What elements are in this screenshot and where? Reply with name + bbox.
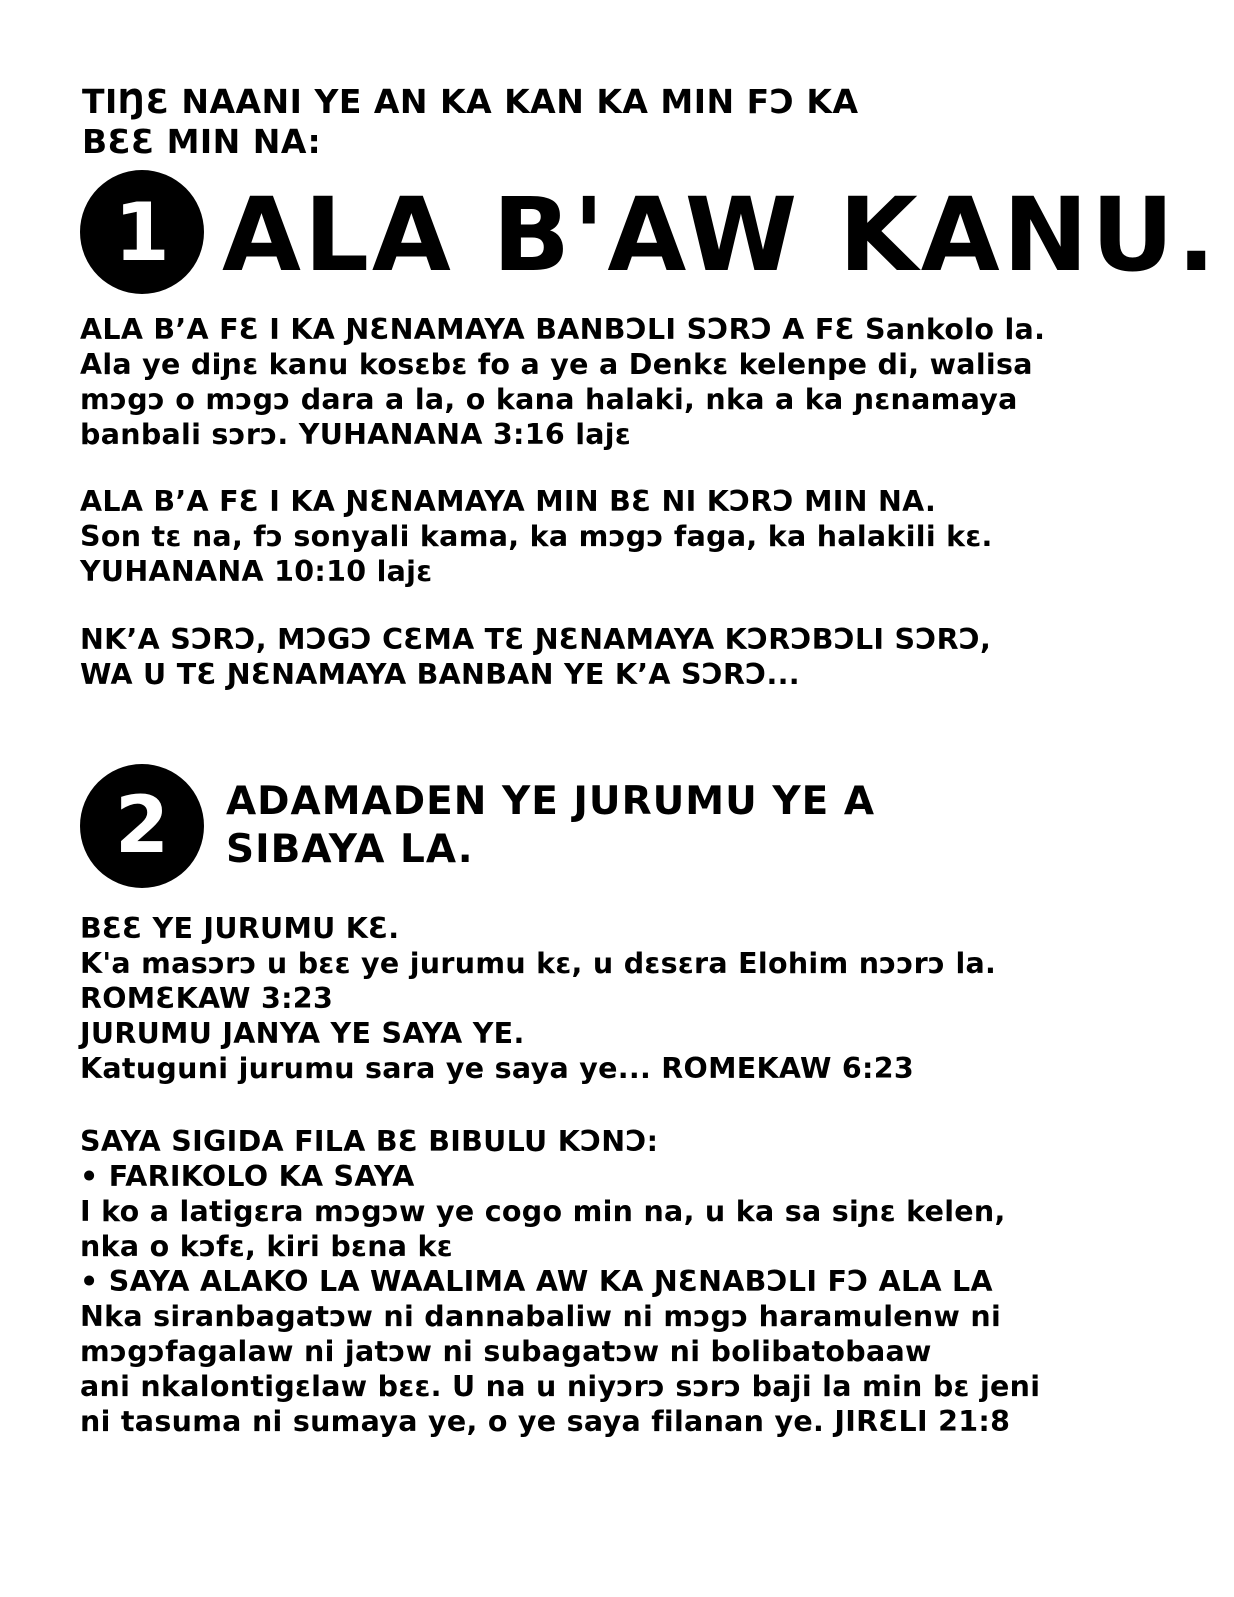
text-line: nka o kɔfɛ, kiri bɛna kɛ [80, 1230, 453, 1263]
intro-line: TIŊƐ NAANI YE AN KA KAN KA MIN FƆ KA [82, 82, 859, 121]
text-line: JURUMU JANYA YE SAYA YE. [80, 1017, 525, 1050]
intro-heading [82, 82, 982, 162]
text-line: ani nkalontigɛlaw bɛɛ. U na u niyɔrɔ sɔrɔ baji la min bɛ jeni [80, 1370, 1041, 1403]
section-all-sinned [80, 911, 1200, 1086]
bullet-line: • FARIKOLO KA SAYA [80, 1160, 415, 1193]
step-1-title: ALA B'AW KANU. [222, 176, 1219, 295]
text-line: banbali sɔrɔ. YUHANANA 3:16 lajɛ [80, 418, 632, 451]
title-line: ADAMADEN YE JURUMU YE A [226, 779, 875, 824]
intro-line: BƐƐ MIN NA: [82, 122, 322, 161]
text-line: NK’A SƆRƆ, MƆGƆ CƐMA TƐ ƝƐNAMAYA KƆRƆBƆLI SƆRƆ, [80, 623, 992, 656]
text-line: K'a masɔrɔ u bɛɛ ye jurumu kɛ, u dɛsɛra Elohim nɔɔrɔ la. [80, 947, 997, 980]
step-2-badge: 2 [80, 764, 204, 888]
text-line: YUHANANA 10:10 lajɛ [80, 555, 433, 588]
text-line: I ko a latigɛra mɔgɔw ye cogo min na, u ka sa siɲɛ kelen, [80, 1195, 1006, 1228]
step-1-badge: 1 [80, 170, 204, 294]
section-god-loves-you [80, 312, 1200, 452]
bullet-line: • SAYA ALAKO LA WAALIMA AW KA ƝƐNABƆLI FƆ ALA LA [80, 1265, 993, 1298]
section-abundant-life [80, 484, 1200, 589]
text-line: Katuguni jurumu sara ye saya ye... ROMEKAW 6:23 [80, 1052, 915, 1085]
title-line: SIBAYA LA. [226, 827, 474, 872]
text-line: WA U TƐ ƝƐNAMAYA BANBAN YE K’A SƆRƆ... [80, 658, 800, 691]
section-but-many [80, 622, 1200, 692]
text-line: ALA B’A FƐ I KA ƝƐNAMAYA MIN BƐ NI KƆRƆ MIN NA. [80, 485, 937, 518]
text-line: ALA B’A FƐ I KA ƝƐNAMAYA BANBƆLI SƆRƆ A FƐ Sankolo la. [80, 313, 1046, 346]
text-line: Nka siranbagatɔw ni dannabaliw ni mɔgɔ haramulenw ni [80, 1300, 1002, 1333]
text-line: Ala ye diɲɛ kanu kosɛbɛ fo a ye a Denkɛ kelenpe di, walisa [80, 348, 1033, 381]
text-line: Son tɛ na, fɔ sonyali kama, ka mɔgɔ faga, ka halakili kɛ. [80, 520, 993, 553]
text-line: mɔgɔ o mɔgɔ dara a la, o kana halaki, nka a ka ɲɛnamaya [80, 383, 1018, 416]
text-line: SAYA SIGIDA FILA BƐ BIBULU KƆNƆ: [80, 1125, 659, 1158]
text-line: ROMƐKAW 3:23 [80, 982, 334, 1015]
text-line: mɔgɔfagalaw ni jatɔw ni subagatɔw ni bolibatobaaw [80, 1335, 932, 1368]
text-line: BƐƐ YE JURUMU KƐ. [80, 912, 400, 945]
section-two-deaths [80, 1124, 1200, 1439]
text-line: ni tasuma ni sumaya ye, o ye saya filanan ye. JIRƐLI 21:8 [80, 1405, 1011, 1438]
step-2-title [226, 778, 1046, 874]
